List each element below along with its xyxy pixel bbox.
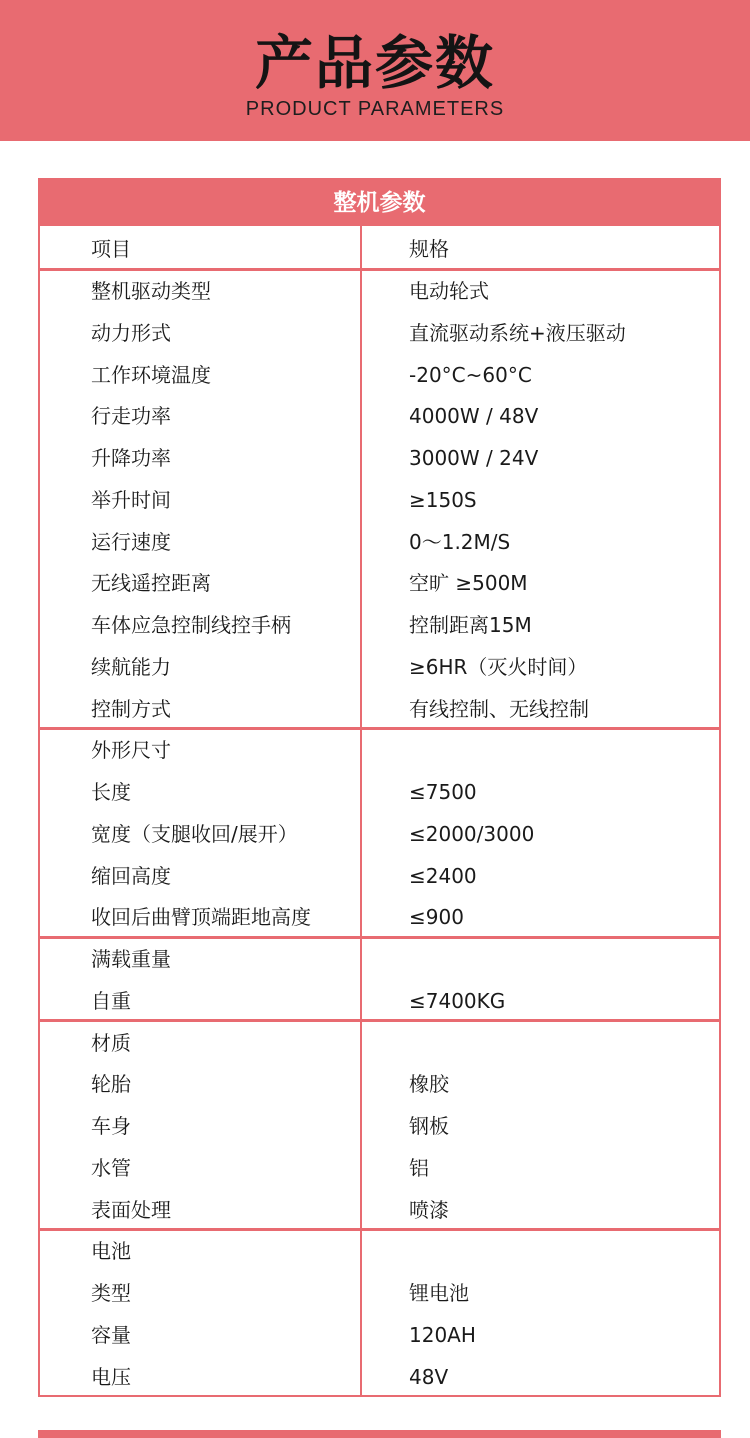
next-section-bar <box>38 1430 721 1438</box>
column-header-item: 项目 <box>91 237 131 261</box>
row-spec-value: ≤2400 <box>409 864 477 888</box>
row-spec-value: 有线控制、无线控制 <box>409 697 589 721</box>
row-spec-value: 120AH <box>409 1323 476 1347</box>
row-spec-value: 钢板 <box>409 1114 449 1138</box>
row-spec-value: 锂电池 <box>409 1281 469 1305</box>
row-item-label: 轮胎 <box>91 1072 131 1096</box>
row-item-label: 电池 <box>91 1239 131 1263</box>
row-spec-value: 直流驱动系统+液压驱动 <box>409 321 626 345</box>
row-item-label: 举升时间 <box>91 488 171 512</box>
row-spec-value: 橡胶 <box>409 1072 449 1096</box>
row-item-label: 车身 <box>91 1114 131 1138</box>
row-item-label: 长度 <box>91 780 131 804</box>
row-spec-value: ≤2000/3000 <box>409 822 535 846</box>
row-spec-value: 4000W / 48V <box>409 404 539 428</box>
row-item-label: 收回后曲臂顶端距地高度 <box>91 905 311 929</box>
row-item-label: 整机驱动类型 <box>91 279 211 303</box>
row-spec-value: 48V <box>409 1365 449 1389</box>
row-item-label: 工作环境温度 <box>91 363 211 387</box>
row-spec-value: 空旷 ≥500M <box>409 571 528 595</box>
row-item-label: 自重 <box>91 989 131 1013</box>
row-divider <box>40 268 719 271</box>
row-spec-value: 电动轮式 <box>409 279 489 303</box>
row-item-label: 水管 <box>91 1156 131 1180</box>
row-item-label: 满载重量 <box>91 947 171 971</box>
row-item-label: 材质 <box>91 1031 131 1055</box>
parameter-table <box>38 178 721 1397</box>
row-spec-value: 3000W / 24V <box>409 446 539 470</box>
row-item-label: 车体应急控制线控手柄 <box>91 613 291 637</box>
row-spec-value: 0～1.2M/S <box>409 530 511 554</box>
row-item-label: 类型 <box>91 1281 131 1305</box>
page-title: 产品参数 <box>254 29 495 97</box>
row-spec-value: ≤7400KG <box>409 989 506 1013</box>
header-banner <box>0 0 750 141</box>
row-item-label: 动力形式 <box>91 321 171 345</box>
column-divider <box>360 226 362 1397</box>
row-item-label: 电压 <box>91 1365 131 1389</box>
row-item-label: 宽度（支腿收回/展开） <box>91 822 298 846</box>
row-item-label: 行走功率 <box>91 404 171 428</box>
row-item-label: 缩回高度 <box>91 864 171 888</box>
row-item-label: 运行速度 <box>91 530 171 554</box>
row-spec-value: ≥150S <box>409 488 477 512</box>
row-item-label: 无线遥控距离 <box>91 571 211 595</box>
row-item-label: 容量 <box>91 1323 131 1347</box>
group-divider <box>40 727 719 730</box>
row-spec-value: 铝 <box>409 1156 429 1180</box>
row-spec-value: -20°C~60°C <box>409 363 532 387</box>
row-spec-value: 喷漆 <box>409 1198 449 1222</box>
group-divider <box>40 1019 719 1022</box>
group-divider <box>40 1228 719 1231</box>
row-item-label: 表面处理 <box>91 1198 171 1222</box>
group-divider <box>40 936 719 939</box>
row-item-label: 升降功率 <box>91 446 171 470</box>
table-title: 整机参数 <box>40 180 719 226</box>
row-spec-value: ≤900 <box>409 905 464 929</box>
page-subtitle: PRODUCT PARAMETERS <box>245 98 505 120</box>
row-spec-value: 控制距离15M <box>409 613 532 637</box>
row-spec-value: ≥6HR（灭火时间） <box>409 655 588 679</box>
row-item-label: 控制方式 <box>91 697 171 721</box>
row-spec-value: ≤7500 <box>409 780 477 804</box>
column-header-spec: 规格 <box>409 237 449 261</box>
row-item-label: 外形尺寸 <box>91 738 171 762</box>
row-item-label: 续航能力 <box>91 655 171 679</box>
